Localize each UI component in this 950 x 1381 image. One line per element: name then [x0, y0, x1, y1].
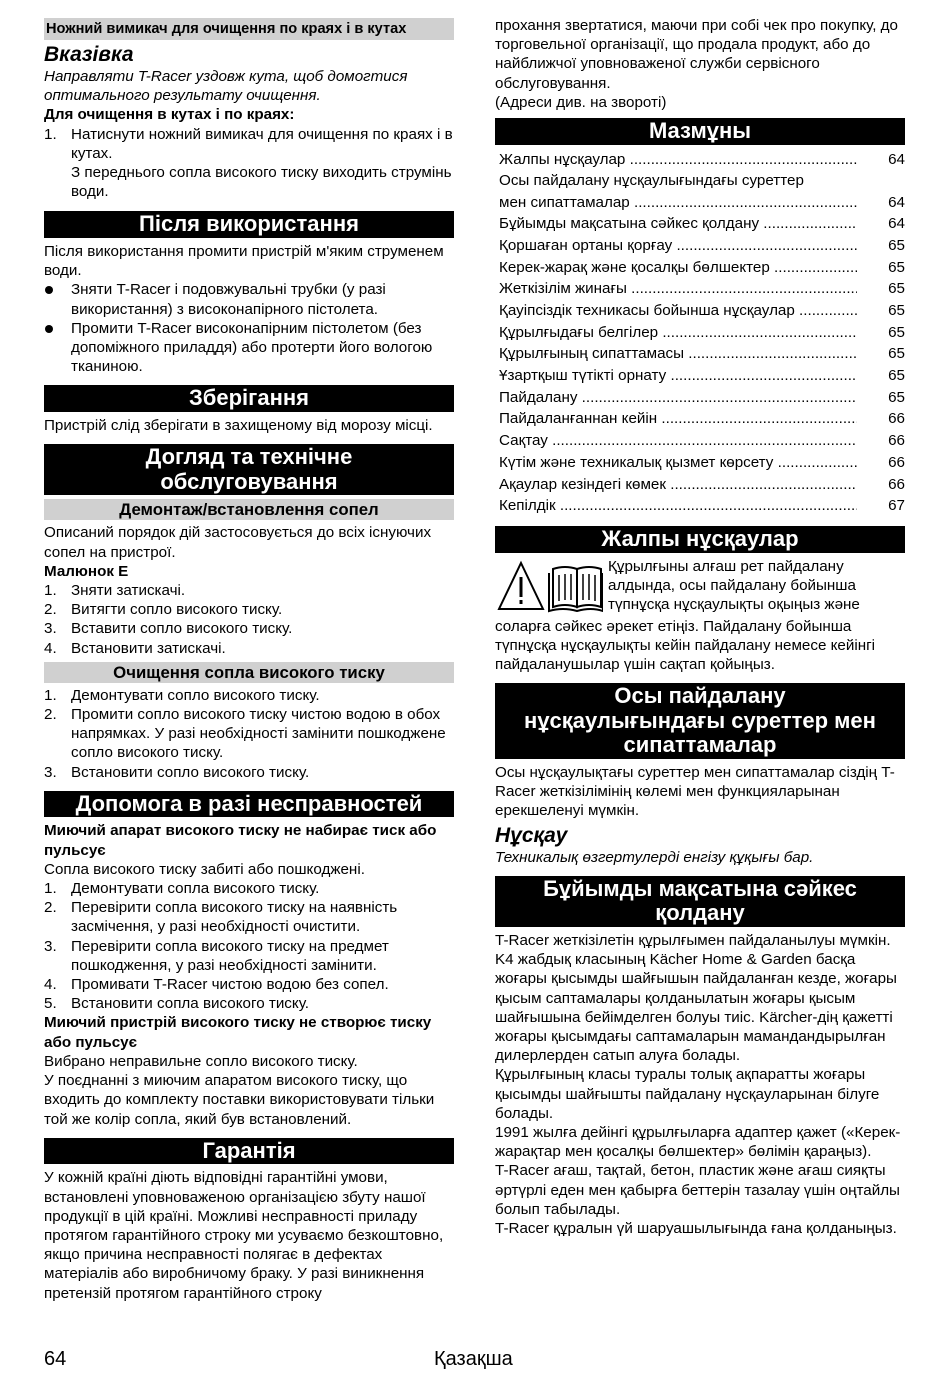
- list-item: 2. Промити сопло високого тиску чистою водою в обох напрямках. У разі необхідності замінити пошкоджене сопло високого тиску.: [44, 706, 446, 762]
- nozzle-cleaning-steps: [44, 686, 454, 782]
- list-item: Промити T-Racer високонапірним пістолетом (без допоміжного приладдя) або протерти його вологою тканиною.: [44, 319, 454, 377]
- section-header-foot-switch: Ножний вимикач для очищення по краях і в кутах: [44, 18, 454, 40]
- toc-entry[interactable]: Қауіпсіздік техникасы бойынша нұсқаулар ..... 65: [495, 300, 905, 322]
- intended-use-paragraph: T-Racer құралын үй шаруашылығында ғана қолданыңыз.: [495, 1219, 897, 1237]
- fault-1-cause: Сопла високого тиску забиті або пошкоджені.: [44, 860, 365, 878]
- heading-troubleshooting: Допомога в разі несправностей: [44, 791, 454, 818]
- right-column: [495, 16, 905, 1238]
- note-title: Вказівка: [44, 43, 134, 66]
- toc-entry[interactable]: Ақаулар кезіндегі көмек ..... 66: [495, 474, 905, 496]
- list-item: 3. Вставити сопло високого тиску.: [44, 620, 293, 638]
- toc-entry[interactable]: Жалпы нұсқаулар ..... 64: [495, 149, 905, 171]
- left-column: [44, 16, 454, 1303]
- address-note: (Адреси див. на звороті): [495, 93, 667, 111]
- list-item: 2. Перевірити сопла високого тиску на наявність засмічення, у разі необхідності очистити.: [44, 899, 398, 936]
- table-of-contents: [495, 149, 905, 517]
- toc-entry[interactable]: Кепілдік ..... 67: [495, 495, 905, 517]
- list-item: Зняти T-Racer і подовжувальні трубки (у разі використання) з високонапірного пістолета.: [44, 280, 454, 318]
- toc-entry[interactable]: Құрылғының сипаттамасы ..... 65: [495, 343, 905, 365]
- edges-instruction-heading: Для очищення в кутах і по краях:: [44, 106, 295, 124]
- toc-entry[interactable]: Құрылғыдағы белгілер ..... 65: [495, 322, 905, 344]
- note-text: Направляти T-Racer уздовж кута, щоб домогтися оптимального результату очищення.: [44, 68, 408, 105]
- figure-reference: Малюнок E: [44, 562, 129, 580]
- list-item: 5. Встановити сопла високого тиску.: [44, 995, 310, 1013]
- heading-warranty: Гарантія: [44, 1138, 454, 1165]
- heading-intended-use: Бұйымды мақсатына сәйкес қолдану: [495, 876, 905, 927]
- fault-1-steps: [44, 879, 454, 1013]
- list-item: 3. Встановити сопло високого тиску.: [44, 763, 310, 781]
- subheading-nozzle-cleaning: Очищення сопла високого тиску: [44, 662, 454, 683]
- toc-entry[interactable]: Ұзартқыш түтікті орнату ..... 65: [495, 365, 905, 387]
- list-item: 2. Витягти сопло високого тиску.: [44, 601, 283, 619]
- toc-entry[interactable]: Осы пайдалану нұсқаулығындағы суреттер мен сипаттамалар ..... 64: [495, 170, 905, 213]
- intended-use-paragraph: T-Racer ағаш, тақтай, бетон, пластик және ағаш сияқты әртүрлі еден мен қабырға беттерін тазалау үшін оңтайлы болып табылады.: [495, 1162, 900, 1218]
- list-item: 1. Демонтувати сопло високого тиску.: [44, 686, 320, 704]
- after-use-bullets: [44, 280, 454, 376]
- warranty-text: У кожній країні діють відповідні гарантійні умови, встановлені уповноваженою організацією збуту нашої продукції в цій країні. Можливі несправності приладу протягом гарантійного строку ми усуваємо безкоштовно, якщо причина несправності полягає в дефектах матеріалів або виробничому браку. У разі виникнення претензій протягом гарантійного строку: [44, 1169, 444, 1302]
- heading-contents: Мазмұны: [495, 118, 905, 145]
- edges-continuation: З переднього сопла високого тиску виходить струмінь води.: [71, 164, 452, 201]
- nozzle-removal-text: Описаний порядок дій застосовується до всіх існуючих сопел на пристрої.: [44, 524, 432, 561]
- toc-entry[interactable]: Күтім және техникалық қызмет көрсету ..... 66: [495, 452, 905, 474]
- fault-1-heading: Миючий апарат високого тиску не набирає тиск або пульсує: [44, 822, 437, 859]
- subheading-nozzle-removal: Демонтаж/встановлення сопел: [44, 499, 454, 520]
- fault-2-cause: Вибрано неправильне сопло високого тиску.: [44, 1052, 358, 1070]
- nozzle-removal-steps: [44, 581, 454, 658]
- general-notes-block: [495, 557, 905, 617]
- intended-use-paragraph: Құрылғының класы туралы толық ақпаратты жоғары қысымды шайғышты пайдалану нұсқауларынан білуге болады.: [495, 1066, 880, 1122]
- list-item: 4. Промивати T-Racer чистою водою без сопел.: [44, 976, 389, 994]
- list-item: 3. Перевірити сопла високого тиску на предмет пошкодження, у разі необхідності замінити.: [44, 937, 389, 974]
- heading-care-maintenance: Догляд та технічне обслуговування: [44, 444, 454, 495]
- note-text-kk: Техникалық өзгертулерді енгізу құқығы бар.: [495, 848, 814, 866]
- figures-text: Осы нұсқаулықтағы суреттер мен сипаттамалар сіздің T-Racer жеткізілімінің көлемі мен функцияларынан ерекшеленуі мүмкін.: [495, 763, 895, 820]
- heading-general-notes: Жалпы нұсқаулар: [495, 526, 905, 553]
- heading-storage: Зберігання: [44, 385, 454, 412]
- fault-2-remedy: У поєднанні з миючим апаратом високого тиску, що входить до комплекту поставки використовувати тільки той же колір сопла, який був встановлений.: [44, 1072, 435, 1128]
- list-item: 4. Встановити затискачі.: [44, 639, 226, 657]
- warranty-continuation: прохання звертатися, маючи при собі чек про покупку, до торговельної організації, що продала продукт, або до найближчої уповноваженої служби сервісного обслуговування.: [495, 17, 898, 92]
- toc-entry[interactable]: Қоршаған ортаны қорғау ..... 65: [495, 235, 905, 257]
- toc-entry[interactable]: Пайдаланғаннан кейін ..... 66: [495, 408, 905, 430]
- page-number: 64: [44, 1348, 67, 1370]
- toc-entry[interactable]: Бұйымды мақсатына сәйкес қолдану ..... 64: [495, 213, 905, 235]
- list-item: 1. Зняти затискачі.: [44, 582, 186, 600]
- intended-use-paragraph: 1991 жылға дейінгі құрылғыларға адаптер қажет («Керек-жарақтар мен қосалқы бөлшектер» бөлімін қараңыз).: [495, 1123, 901, 1161]
- storage-text: Пристрій слід зберігати в захищеному від морозу місці.: [44, 417, 433, 435]
- toc-entry[interactable]: Керек-жарақ және қосалқы бөлшектер ..... 65: [495, 257, 905, 279]
- heading-figures-descriptions: Осы пайдалану нұсқаулығындағы суреттер мен сипаттамалар: [495, 683, 905, 759]
- list-item: 1. Натиснути ножний вимикач для очищення по краях і в кутах.: [44, 125, 453, 162]
- language-label: Қазақша: [434, 1348, 513, 1370]
- fault-2-heading: Миючий пристрій високого тиску не створює тиску або пульсує: [44, 1014, 432, 1051]
- toc-entry[interactable]: Пайдалану ..... 65: [495, 387, 905, 409]
- warning-read-manual-icon: [497, 559, 603, 615]
- list-item: 1. Демонтувати сопла високого тиску.: [44, 880, 320, 898]
- toc-entry[interactable]: Сақтау ..... 66: [495, 430, 905, 452]
- note-title-kk: Нұсқау: [495, 823, 568, 847]
- edges-steps: [44, 125, 454, 163]
- general-notes-text: Құрылғыны алғаш рет пайдалану алдында, осы пайдалану бойынша түпнұсқа нұсқаулықты оқыңыз және: [608, 557, 860, 613]
- toc-entry[interactable]: Жеткізілім жинағы ..... 65: [495, 278, 905, 300]
- heading-after-use: Після використання: [44, 211, 454, 238]
- after-use-text: Після використання промити пристрій м'яким струменем води.: [44, 243, 444, 280]
- intended-use-paragraph: T-Racer жеткізілетін құрылғымен пайдаланылуы мүмкін. K4 жабдық класының Kächer Home & Garden басқа жоғары қысымды шайғышын пайдаланған кезде, жоғары қысым саптамалары қолданылатын жоғары қысым шайғышына бейімделген болуы тиіс. Kärcher-дің қажетті жоғары қысымдағы саптамаларын мамандандырылған дилерлерден сатып алуға болады.: [495, 931, 897, 1065]
- general-notes-text-continued: соларға сәйкес әрекет етіңіз. Пайдалану бойынша түпнұсқа нұсқаулықты кейін пайдалану немесе кейінгі пайдаланушылар үшін сақтап қойыңыз.: [495, 617, 876, 673]
